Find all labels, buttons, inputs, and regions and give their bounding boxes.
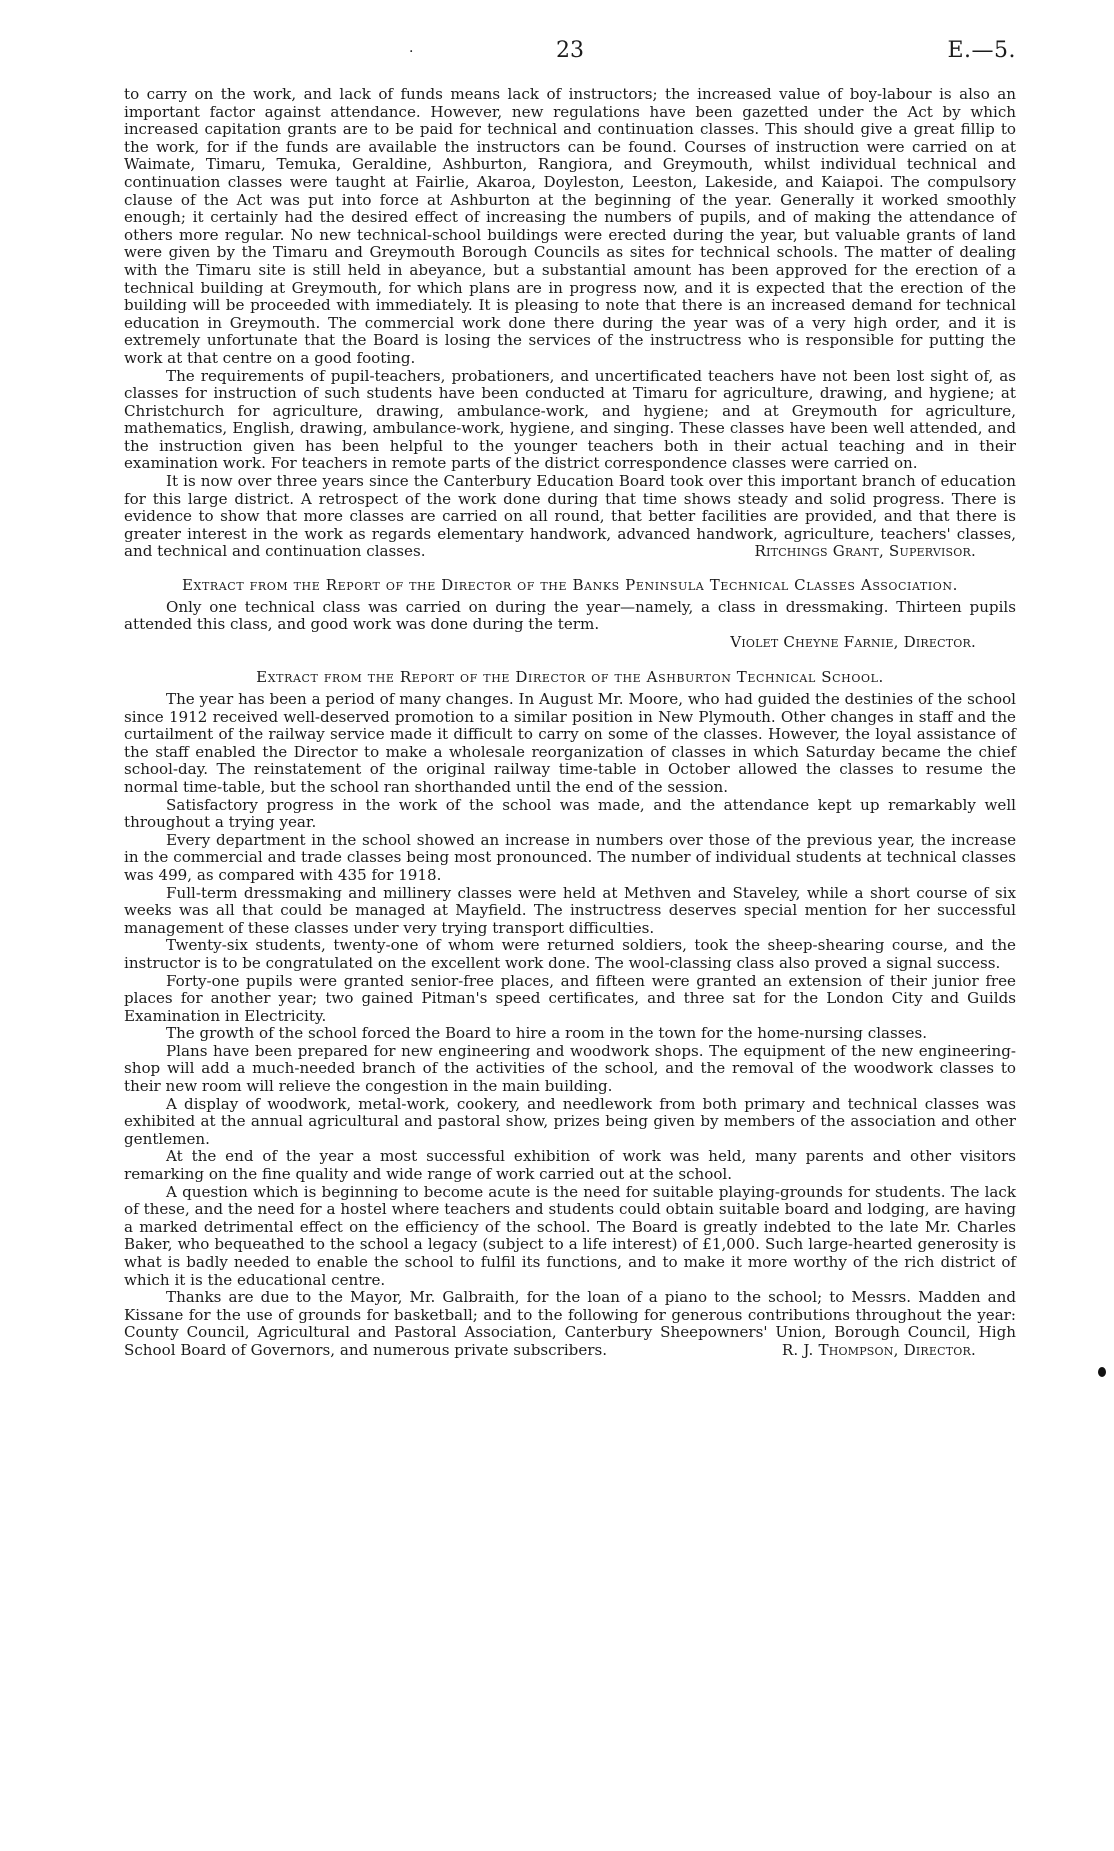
margin-dot: · [409,44,414,60]
paragraph: Forty-one pupils were granted senior-free places, and fifteen were granted an extension of their junior free places for another year; two gained Pitman's speed certificates, and three sat for the London City and Guilds Examination in Electricity. [124,971,1016,1025]
paragraph [124,1289,1016,1359]
signature: Ritchings Grant, Supervisor. [754,542,976,561]
section-heading: Extract from the Report of the Director of the Banks Peninsula Technical Classes Association. [181,576,959,595]
paragraph: Twenty-six students, twenty-one of whom were returned soldiers, took the sheep-shearing course, and the instructor is to be congratulated on the excellent work done. The wool-classing class also proved a signal success. [124,936,1016,972]
paragraph: The year has been a period of many changes. In August Mr. Moore, who had guided the destinies of the school since 1912 received well-deserved promotion to a similar position in New Plymouth. Other changes in staff and the curtailment of the railway service made it difficult to carry on some of the classes. However, the loyal assistance of the staff enabled the Director to make a wholesale reorganization of classes in which Saturday became the chief school-day. The reinstatement of the original railway time-table in October allowed the classes to resume the normal time-table, but the school ran shorthanded until the end of the session. [124,690,1016,796]
paragraph: A question which is beginning to become acute is the need for suitable playing-grounds for students. The lack of these, and the need for a hostel where teachers and students could obtain suitable board and lodging, are having a marked detrimental effect on the efficiency of the school. The Board is greatly indebted to the late Mr. Charles Baker, who bequeathed to the school a legacy (subject to a life interest) of £1,000. Such large-hearted generosity is what is badly needed to enable the school to fulfil its functions, and to make it more worthy of the rich district of which it is the educational centre. [124,1182,1016,1289]
margin-mark [1098,1367,1106,1377]
paragraph-text: Thanks are due to the Mayor, Mr. Galbraith, for the loan of a piano to the school; to Messrs. Madden and Kissane for the use of grounds for basketball; and to the following for generous contributions throughout the year: County Council, Agricultural and Pastoral Association, Canterbury Sheepowners' Union, Borough Council, High School Board of Governors, and numerous private subscribers. [124,1288,1016,1359]
signature: Violet Cheyne Farnie, Director. [730,632,976,651]
paragraph: The growth of the school forced the Board to hire a room in the town for the home-nursing classes. [166,1024,928,1043]
series-code: E.—5. [947,38,1016,63]
section-heading: Extract from the Report of the Director of the Ashburton Technical School. [256,668,884,687]
page-body [124,86,1016,1360]
paragraph [124,473,1016,561]
paragraph: Plans have been prepared for new engineering and woodwork shops. The equipment of the new engineering-shop will add a much-needed branch of the activities of the school, and the removal of the woodwork classes to their new room will relieve the congestion in the main building. [124,1041,1016,1096]
paragraph-text: It is now over three years since the Canterbury Education Board took over this important branch of education for this large district. A retrospect of the work done during that time shows steady and solid progress. There is evidence to show that more classes are carried on all round, that better facilities are provided, and that there is greater interest in the work as regards elementary handwork, advanced handwork, agriculture, teachers' classes, and technical and continuation classes. [124,472,1016,561]
paragraph: Full-term dressmaking and millinery classes were held at Methven and Staveley, while a short course of six weeks was all that could be managed at Mayfield. The instructress deserves special mention for her successful management of these classes under very trying transport difficulties. [124,883,1016,937]
paragraph: Only one technical class was carried on during the year—namely, a class in dressmaking. Thirteen pupils attended this class, and good work was done during the term. [124,597,1016,634]
signature: R. J. Thompson, Director. [781,1340,976,1359]
paragraph: Every department in the school showed an increase in numbers over those of the previous year, the increase in the commercial and trade classes being most pronounced. The number of individual students at technical classes was 499, as compared with 435 for 1918. [124,830,1016,884]
paragraph: The requirements of pupil-teachers, probationers, and uncertificated teachers have not been lost sight of, as classes for instruction of such students have been conducted at Timaru for agriculture, drawing, and hygiene; at Christchurch for agriculture, drawing, ambulance-work, and hygiene; and at Greymouth for agriculture, mathematics, English, drawing, ambulance-work, hygiene, and singing. These classes have been well attended, and the instruction given has been helpful to the younger teachers both in their actual teaching and in their examination work. For teachers in remote parts of the district correspondence classes were carried on. [124,366,1016,473]
page-number: 23 [556,38,584,63]
paragraph: A display of woodwork, metal-work, cookery, and needlework from both primary and technical classes was exhibited at the annual agricultural and pastoral show, prizes being given by members of the association and other gentlemen. [124,1094,1016,1148]
paragraph: to carry on the work, and lack of funds means lack of instructors; the increased value of boy-labour is also an important factor against attendance. However, new regulations have been gazetted under the Act by which increased capitation grants are to be paid for technical and continuation classes. This should give a great fillip to the work, for if the funds are available the instructors can be found. Courses of instruction were carried on at Waimate, Timaru, Temuka, Geraldine, Ashburton, Rangiora, and Greymouth, whilst individual technical and continuation classes were taught at Fairlie, Akaroa, Doyleston, Leeston, Lakeside, and Kaiapoi. The compulsory clause of the Act was put into force at Ashburton at the beginning of the year. Generally it worked smoothly enough; it certainly had the desired effect of increasing the numbers of pupils, and of making the attendance of others more regular. No new technical-school buildings were erected during the year, but valuable grants of land were given by the Timaru and Greymouth Borough Councils as sites for technical schools. The matter of dealing with the Timaru site is still held in abeyance, but a substantial amount has been approved for the erection of a technical building at Greymouth, for which plans are in progress now, and it is expected that the erection of the building will be proceeded with immediately. It is pleasing to note that there is an increased demand for technical education in Greymouth. The commercial work done there during the year was of a very high order, and it is extremely unfortunate that the Board is losing the services of the instructress who is responsible for putting the work at that centre on a good footing. [124,85,1016,367]
paragraph: Satisfactory progress in the work of the school was made, and the attendance kept up remarkably well throughout a trying year. [124,795,1016,832]
page-header [124,38,1016,68]
paragraph: At the end of the year a most successful exhibition of work was held, many parents and other visitors remarking on the fine quality and wide range of work carried out at the school. [124,1147,1016,1184]
